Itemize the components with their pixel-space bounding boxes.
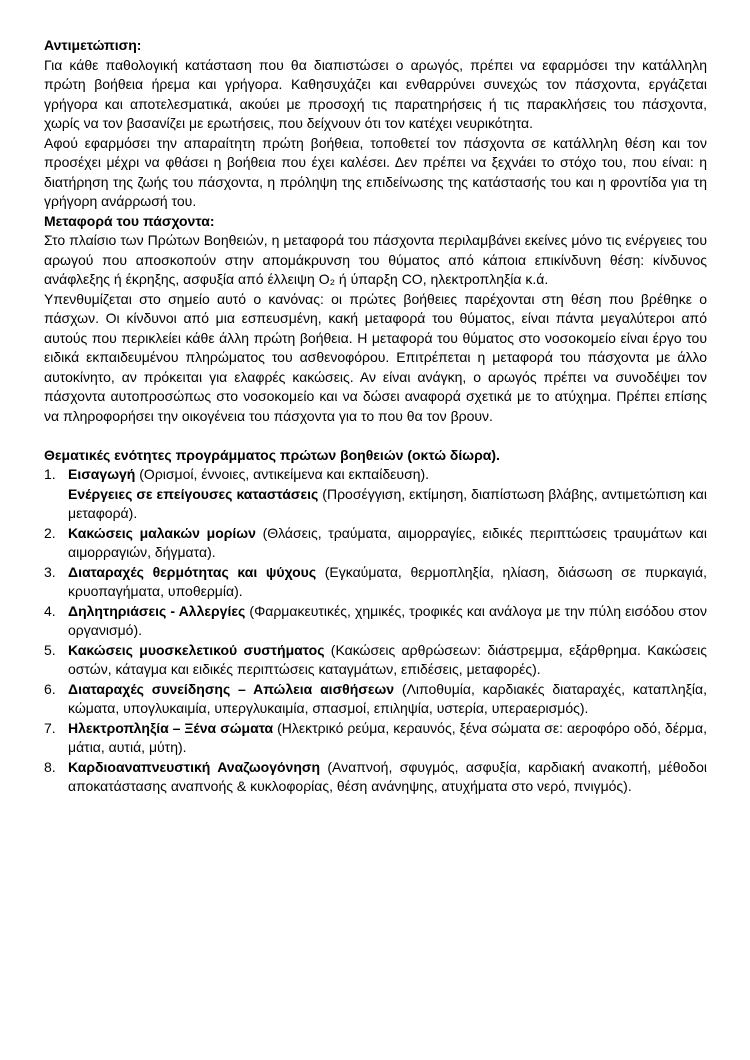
paragraph-transport-rule: Υπενθυμίζεται στο σημείο αυτό ο κανόνας: οι πρώτες βοήθειες παρέχονται στη θέση που βρέθηκε ο πάσχων. Οι κίνδυνοι από μια εσπευσμένη, κακή μεταφορά του θύματος, είναι πάντα μεγαλύτεροι από αυτούς που περικλείει κάθε άλλη πρώτη βοήθεια. Η μεταφορά του θύματος στο νοσοκομείο είναι έργο του ειδικά εκπαιδευμένου πληρώματος του ασθενοφόρου. Επιτρέπεται η μεταφορά του πάσχοντα με άλλο αυτοκίνητο, αν πρόκειται για ελαφρές κακώσεις. Αν είναι ανάγκη, ο αρωγός πρέπει να συνοδέψει τον πάσχοντα αυτοπροσώπως στο νοσοκομείο και να δώσει αναφορά σχετικά με το ατύχημα. Πρέπει επίσης να πληροφορήσει την οικογένεια του πάσχοντα για το που θα τον βρουν. bbox=[44, 290, 707, 424]
list-item-6 bbox=[44, 680, 707, 719]
list-item-number: 1. bbox=[44, 466, 56, 482]
list-item-body bbox=[68, 563, 707, 602]
list-item-line bbox=[68, 758, 707, 797]
topic-detail: (Κακώσεις αρθρώσεων: διάστρεμμα, εξάρθρημα. Κακώσεις οστών, κάταγμα και ειδικές περιπτώσεις καταγμάτων, επιδέσεις, μεταφορές). bbox=[68, 641, 707, 677]
topic-detail: (Προσέγγιση, εκτίμηση, διαπίστωση βλάβης, αντιμετώπιση και μεταφορά). bbox=[68, 485, 707, 521]
topic-detail: (Ορισμοί, έννοιες, αντικείμενα και εκπαίδευση). bbox=[135, 466, 430, 482]
list-item-line bbox=[68, 680, 707, 719]
topic-title: Διαταραχές συνείδησης – Απώλεια αισθήσεων bbox=[68, 680, 395, 697]
list-heading: Θεματικές ενότητες προγράμματος πρώτων βοηθειών (οκτώ δίωρα). bbox=[44, 446, 500, 463]
section-heading-metafora: Μεταφορά του πάσχοντα: bbox=[44, 212, 215, 229]
list-item-line bbox=[68, 563, 707, 602]
list-item-8 bbox=[44, 758, 707, 797]
list-item-body bbox=[68, 719, 707, 758]
topic-detail: (Αναπνοή, σφυγμός, ασφυξία, καρδιακή ανακοπή, μέθοδοι αποκατάστασης αναπνοής & κυκλοφορίας, θέση ανάνηψης, ατυχήματα στο νερό, πνιγμός). bbox=[68, 758, 707, 794]
topic-detail: (Φαρμακευτικές, χημικές, τροφικές και ανάλογα με την πύλη εισόδου στον οργανισμό). bbox=[68, 602, 707, 638]
list-item-line bbox=[68, 485, 707, 524]
list-item-body bbox=[68, 465, 707, 524]
topic-title: Καρδιοαναπνευστική Αναζωογόνηση bbox=[68, 758, 321, 775]
list-item-5 bbox=[44, 641, 707, 680]
topic-title: Διαταραχές θερμότητας και ψύχους bbox=[68, 563, 317, 580]
list-item-1 bbox=[44, 465, 707, 524]
list-item-number: 7. bbox=[44, 719, 56, 736]
topic-detail: (Ηλεκτρικό ρεύμα, κεραυνός, ξένα σώματα σε: αεροφόρο οδό, δέρμα, μάτια, αυτιά, μύτη). bbox=[68, 719, 707, 755]
list-item-body bbox=[68, 758, 707, 797]
list-item-line bbox=[68, 641, 707, 680]
list-item-body bbox=[68, 641, 707, 680]
list-item-number: 3. bbox=[44, 563, 56, 580]
list-item-number: 2. bbox=[44, 524, 56, 541]
topics-list bbox=[44, 465, 707, 797]
topic-title: Εισαγωγή bbox=[68, 466, 136, 482]
list-item-number: 5. bbox=[44, 641, 56, 658]
list-item-body bbox=[68, 524, 707, 563]
list-item-4 bbox=[44, 602, 707, 641]
list-item-line bbox=[68, 465, 707, 485]
list-item-number: 8. bbox=[44, 758, 56, 775]
paragraph-after-first-aid: Αφού εφαρμόσει την απαραίτητη πρώτη βοήθεια, τοποθετεί τον πάσχοντα σε κατάλληλη θέση και τον προσέχει μέχρι να φθάσει η βοήθεια που έχει καλέσει. Δεν πρέπει να ξεχνάει το στόχο του, που είναι: η διατήρηση της ζωής του πάσχοντα, η πρόληψη της επιδείνωσης της κατάστασής του και η φροντίδα για τη γρήγορη ανάρρωσή του. bbox=[44, 134, 707, 209]
topic-title: Ηλεκτροπληξία – Ξένα σώματα bbox=[68, 719, 274, 736]
topic-detail: (Θλάσεις, τραύματα, αιμορραγίες, ειδικές περιπτώσεις τραυμάτων και αιμορραγιών, δήγματα). bbox=[68, 524, 707, 560]
topic-title: Δηλητηριάσεις - Αλλεργίες bbox=[68, 602, 246, 619]
topic-title: Κακώσεις μυοσκελετικού συστήματος bbox=[68, 641, 325, 658]
topic-detail: (Λιποθυμία, καρδιακές διαταραχές, καταπληξία, κώματα, υπογλυκαιμία, υπεργλυκαιμία, σπασμοί, επιληψία, υστερία, υπεραερισμός). bbox=[68, 680, 707, 716]
list-item-3 bbox=[44, 563, 707, 602]
list-item-number: 6. bbox=[44, 680, 56, 697]
list-item-line bbox=[68, 524, 707, 563]
topic-detail: (Εγκαύματα, θερμοπληξία, ηλίαση, διάσωση σε πυρκαγιά, κρυοπαγήματα, υποθερμία). bbox=[68, 563, 707, 599]
topic-title: Ενέργειες σε επείγουσες καταστάσεις bbox=[68, 485, 319, 502]
list-item-number: 4. bbox=[44, 602, 56, 619]
paragraph-transport-scope: Στο πλαίσιο των Πρώτων Βοηθειών, η μεταφορά του πάσχοντα περιλαμβάνει εκείνες μόνο τις ενέργειες του αρωγού που αποσκοπούν στην απομάκρυνση του θύματος από κάποια επικίνδυνη θέση: κίνδυνος ανάφλεξης ή έκρηξης, ασφυξία από έλλειψη O₂ ή ύπαρξη CO, ηλεκτροπληξία κ.ά. bbox=[44, 232, 707, 287]
section-heading-antimetopisi: Αντιμετώπιση: bbox=[44, 37, 142, 53]
list-item-body bbox=[68, 680, 707, 719]
paragraph-treatment: Για κάθε παθολογική κατάσταση που θα διαπιστώσει ο αρωγός, πρέπει να εφαρμόσει την κατάλληλη πρώτη βοήθεια ήρεμα και γρήγορα. Καθησυχάζει και ενθαρρύνει συνεχώς τον πάσχοντα, εργάζεται γρήγορα και αποτελεσματικά, ακούει με προσοχή τις παρατηρήσεις ή τις παρακλήσεις του πάσχοντα, χωρίς να τον βασανίζει με ερωτήσεις, που δείχνουν ότι τον κατέχει νευρικότητα. bbox=[44, 56, 707, 131]
list-item-7 bbox=[44, 719, 707, 758]
list-item-body bbox=[68, 602, 707, 641]
list-item-line bbox=[68, 602, 707, 641]
topic-title: Κακώσεις μαλακών μορίων bbox=[68, 524, 256, 541]
list-item-line bbox=[68, 719, 707, 758]
list-item-2 bbox=[44, 524, 707, 563]
